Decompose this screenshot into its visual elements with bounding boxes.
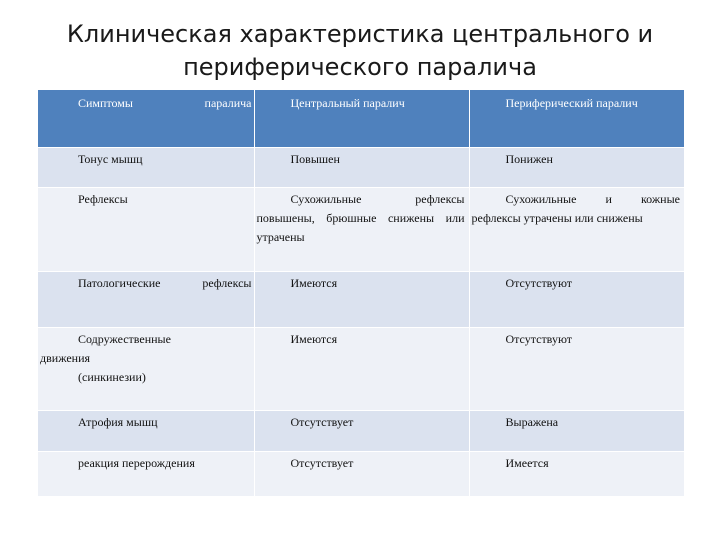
table-row [38,452,684,497]
header-central-label: Центральный паралич [290,96,405,110]
slide-title [0,18,720,84]
peripheral-cell: Имеется [505,456,549,470]
central-cell: Повышен [290,152,340,166]
symptom-cell: реакция перерождения [78,456,195,470]
central-cell: Отсутствует [290,456,354,470]
symptom-cell: Тонус мышц [78,152,143,166]
table-header-row [38,90,684,148]
symptom-line-3: (синкинезии) [78,370,146,384]
symptom-line-2: движения [40,351,91,365]
central-cell: Сухожильные рефлексы повышены, брюшные снижены или утрачены [256,192,465,244]
header-cell-central [254,90,469,148]
header-symptoms-word: Симптомы [78,96,133,110]
table-row [38,272,684,328]
symptom-cell-word-2: рефлексы [202,276,252,290]
peripheral-cell: Отсутствуют [505,332,572,346]
symptom-cell-word-1: Патологические [78,276,161,290]
peripheral-cell: Выражена [505,415,559,429]
peripheral-cell: Отсутствуют [505,276,572,290]
table-row [38,188,684,272]
table-row [38,411,684,452]
central-cell: Отсутствует [290,415,354,429]
header-cell-peripheral [469,90,684,148]
title-line-2: периферического паралича [183,53,537,81]
peripheral-cell: Сухожильные и кожные рефлексы утрачены или снижены [471,192,680,225]
central-cell: Имеются [290,332,338,346]
comparison-table [38,90,684,497]
header-peripheral-label: Периферический паралич [505,96,638,110]
table-row [38,148,684,188]
symptom-cell: Атрофия мышц [78,415,158,429]
header-cell-symptoms [38,90,254,148]
symptom-line-1: Содружественные [78,332,171,346]
table-row [38,328,684,411]
symptom-cell: Рефлексы [78,192,128,206]
central-cell: Имеются [290,276,338,290]
header-paralysis-word: паралича [204,96,252,110]
peripheral-cell: Понижен [505,152,553,166]
title-line-1: Клиническая характеристика центрального и [66,20,654,48]
